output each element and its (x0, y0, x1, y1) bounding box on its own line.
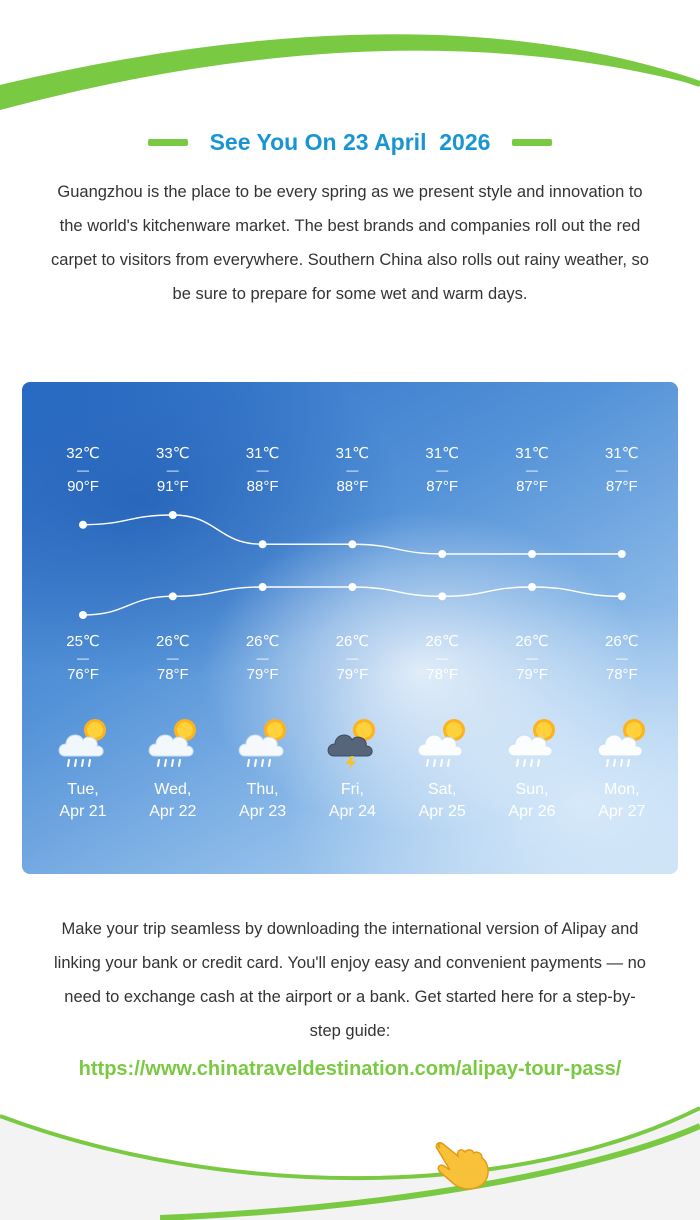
low-temp-celsius: 26℃ (245, 633, 280, 650)
low-temp-fahrenheit: 78°F (605, 666, 638, 683)
forecast-day-label (218, 779, 308, 823)
low-temp-celsius: 25℃ (66, 633, 100, 650)
forecast-day-4 (397, 382, 487, 874)
forecast-day-6 (577, 382, 667, 874)
high-temp-celsius: 31℃ (335, 445, 370, 462)
forecast-day-label (38, 779, 128, 823)
temp-separator: — (166, 651, 179, 665)
forecast-day-3 (307, 382, 397, 874)
forecast-day-label (128, 779, 218, 823)
rain-sun-icon (145, 712, 205, 772)
forecast-day-label (307, 779, 397, 823)
low-temp-fahrenheit: 78°F (156, 666, 189, 683)
heading-bar-right (512, 139, 552, 146)
forecast-day-0 (38, 382, 128, 874)
low-temp-fahrenheit: 79°F (336, 666, 369, 683)
temp-separator: — (77, 463, 89, 477)
event-date-heading (0, 124, 700, 160)
thunderstorm-sun-icon (324, 712, 384, 772)
low-temp-fahrenheit: 79°F (246, 666, 279, 683)
low-temp-fahrenheit: 76°F (67, 666, 99, 683)
high-temp-fahrenheit: 87°F (516, 478, 548, 495)
temp-separator: — (166, 463, 179, 477)
forecast-day-1 (128, 382, 218, 874)
date-label: Apr 25 (418, 803, 466, 820)
forecast-day-label (397, 779, 487, 823)
temp-separator: — (346, 651, 359, 665)
low-temp-celsius: 26℃ (335, 633, 370, 650)
high-temp-celsius: 33℃ (156, 445, 190, 462)
high-temp-celsius: 31℃ (515, 445, 549, 462)
weekday-label: Sat, (427, 781, 457, 798)
date-label: Apr 26 (508, 803, 556, 820)
weekday-label: Wed, (154, 781, 192, 798)
pointing-hand-icon (432, 1136, 494, 1192)
temp-separator: — (256, 651, 269, 665)
weekday-label: Mon, (604, 781, 640, 798)
weekday-label: Thu, (246, 781, 279, 798)
forecast-day-label (577, 779, 667, 823)
heading-bar-left (148, 139, 188, 146)
high-temp-fahrenheit: 87°F (426, 478, 459, 495)
high-temp-celsius: 31℃ (245, 445, 280, 462)
high-temp-fahrenheit: 88°F (246, 478, 279, 495)
low-temp-celsius: 26℃ (425, 633, 459, 650)
high-temp-celsius: 32℃ (66, 445, 100, 462)
temp-separator: — (615, 651, 628, 665)
temp-separator: — (77, 651, 89, 665)
low-temp-fahrenheit: 79°F (516, 666, 548, 683)
top-green-swoosh (0, 0, 700, 120)
rain-sun-icon (594, 712, 654, 772)
forecast-day-2 (218, 382, 308, 874)
low-temp-fahrenheit: 78°F (426, 666, 459, 683)
rain-sun-icon (414, 712, 474, 772)
forecast-day-5 (487, 382, 577, 874)
weekday-label: Fri, (340, 781, 364, 798)
low-temp-celsius: 26℃ (156, 633, 190, 650)
weekday-label: Tue, (67, 781, 99, 798)
alipay-paragraph: Make your trip seamless by downloading the international version of Alipay and linking your bank or credit card. You'll enjoy easy and convenient payments — no need to exchange cash at the airport or a bank. Get started here for a step-by-step guide: (53, 920, 646, 1040)
low-temp-celsius: 26℃ (515, 633, 549, 650)
rain-sun-icon (55, 712, 115, 772)
high-temp-celsius: 31℃ (425, 445, 459, 462)
temp-separator: — (615, 463, 628, 477)
high-temp-fahrenheit: 87°F (605, 478, 638, 495)
date-label: Apr 24 (328, 803, 376, 820)
alipay-guide-link[interactable]: https://www.chinatraveldestination.com/alipay-tour-pass/ (78, 1058, 622, 1080)
rain-sun-icon (504, 712, 564, 772)
temp-separator: — (256, 463, 269, 477)
high-temp-fahrenheit: 90°F (67, 478, 99, 495)
weather-forecast-card (22, 382, 678, 874)
weekday-label: Sun, (515, 781, 549, 798)
high-temp-fahrenheit: 91°F (156, 478, 189, 495)
forecast-day-label (487, 779, 577, 823)
temp-separator: — (526, 463, 538, 477)
date-label: Apr 27 (598, 803, 646, 820)
date-label: Apr 21 (59, 803, 107, 820)
bottom-green-swoosh (0, 1090, 700, 1220)
temp-separator: — (526, 651, 538, 665)
low-temp-celsius: 26℃ (605, 633, 639, 650)
temp-separator: — (436, 463, 449, 477)
page-title: See You On 23 April 2026 (209, 128, 491, 155)
high-temp-celsius: 31℃ (605, 445, 639, 462)
date-label: Apr 22 (149, 803, 197, 820)
rain-sun-icon (235, 712, 295, 772)
high-temp-fahrenheit: 88°F (336, 478, 369, 495)
temp-separator: — (346, 463, 359, 477)
intro-paragraph: Guangzhou is the place to be every spring as we present style and innovation to the world's kitchenware market. The best brands and companies roll out the red carpet to visitors from everywhere. Southern China also rolls out rainy weather, so be sure to prepare for some wet and warm days. (51, 183, 649, 303)
date-label: Apr 23 (239, 803, 287, 820)
temp-separator: — (436, 651, 449, 665)
